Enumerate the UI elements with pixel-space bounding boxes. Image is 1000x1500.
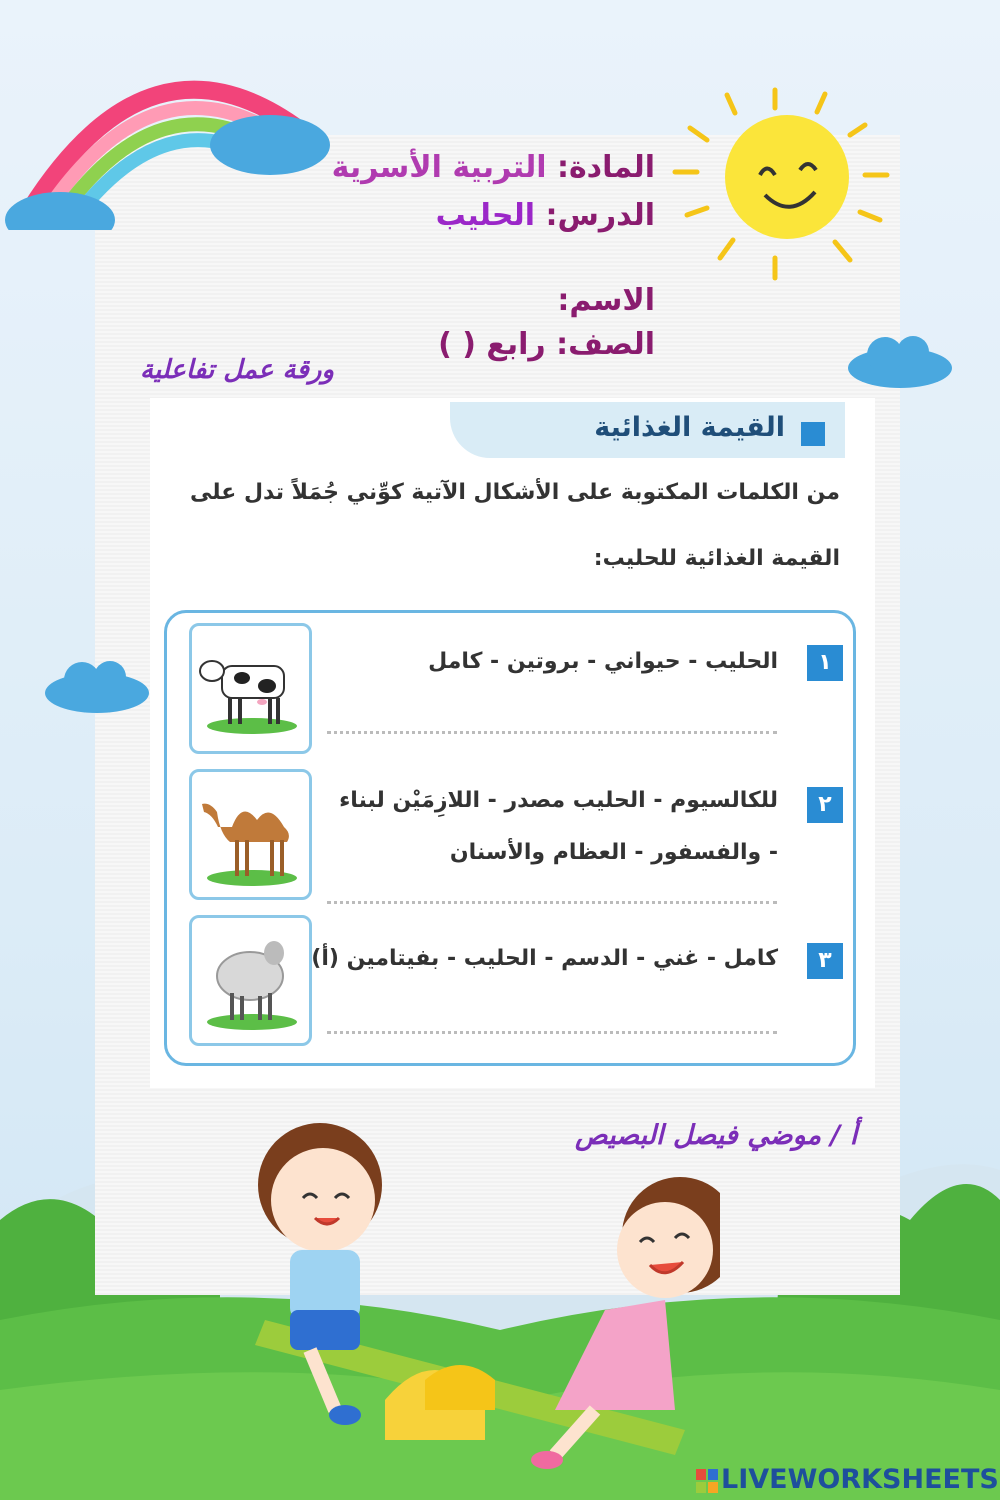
lesson-line xyxy=(436,198,655,233)
item-2-words-line-2: - والفسفور - العظام والأسنان xyxy=(449,840,778,865)
liveworksheets-badge-icon xyxy=(696,1469,718,1493)
answer-line-3[interactable] xyxy=(327,1031,777,1034)
grade-line xyxy=(438,327,655,362)
rainbow-illustration xyxy=(0,40,330,230)
item-1-words: الحليب - حيواني - بروتين - كامل xyxy=(428,649,778,674)
item-number: ١ xyxy=(807,645,843,681)
instruction-line-2: القيمة الغذائية للحليب: xyxy=(593,546,840,571)
interactive-worksheet-label: ورقة عمل تفاعلية xyxy=(140,355,335,385)
grade-value: رابع ( ) xyxy=(438,327,546,362)
item-number: ٢ xyxy=(807,787,843,823)
exercise-card xyxy=(150,398,875,1088)
teacher-name: أ / موضي فيصل البصيص xyxy=(575,1120,858,1151)
subject-value: التربية الأسرية xyxy=(331,150,547,185)
section-square-icon xyxy=(801,422,825,446)
cow-icon xyxy=(192,626,309,751)
kids-seesaw-illustration xyxy=(235,1110,720,1490)
logo-text: LIVEWORKSHEETS xyxy=(721,1464,999,1495)
camel-icon xyxy=(192,772,309,897)
section-header xyxy=(450,402,845,458)
sheep-picture xyxy=(189,915,312,1046)
student-name-label: الاسم: xyxy=(557,283,655,318)
item-3-words: كامل - غني - الدسم - الحليب - بفيتامين (أ) xyxy=(311,946,778,971)
item-2-words-line-1: للكالسيوم - الحليب مصدر - اللازِمَيْن لبناء xyxy=(339,788,778,813)
lesson-value: الحليب xyxy=(435,198,535,233)
cloud-decoration xyxy=(42,655,152,715)
subject-line xyxy=(332,150,655,185)
answer-line-2[interactable] xyxy=(327,901,777,904)
grade-label: الصف: xyxy=(556,327,655,362)
camel-picture xyxy=(189,769,312,900)
answer-line-1[interactable] xyxy=(327,731,777,734)
liveworksheets-logo[interactable] xyxy=(696,1464,999,1495)
lesson-label: الدرس: xyxy=(545,198,655,233)
item-number: ٣ xyxy=(807,943,843,979)
exercise-box xyxy=(164,610,856,1066)
subject-label: المادة: xyxy=(556,150,655,185)
instruction-line-1: من الكلمات المكتوبة على الأشكال الآتية كوِّني جُمَلاً تدل على xyxy=(190,480,840,505)
sheep-icon xyxy=(192,918,309,1043)
section-title: القيمة الغذائية xyxy=(594,412,785,443)
sun-illustration xyxy=(665,80,895,290)
cloud-decoration xyxy=(845,330,955,390)
cow-picture xyxy=(189,623,312,754)
